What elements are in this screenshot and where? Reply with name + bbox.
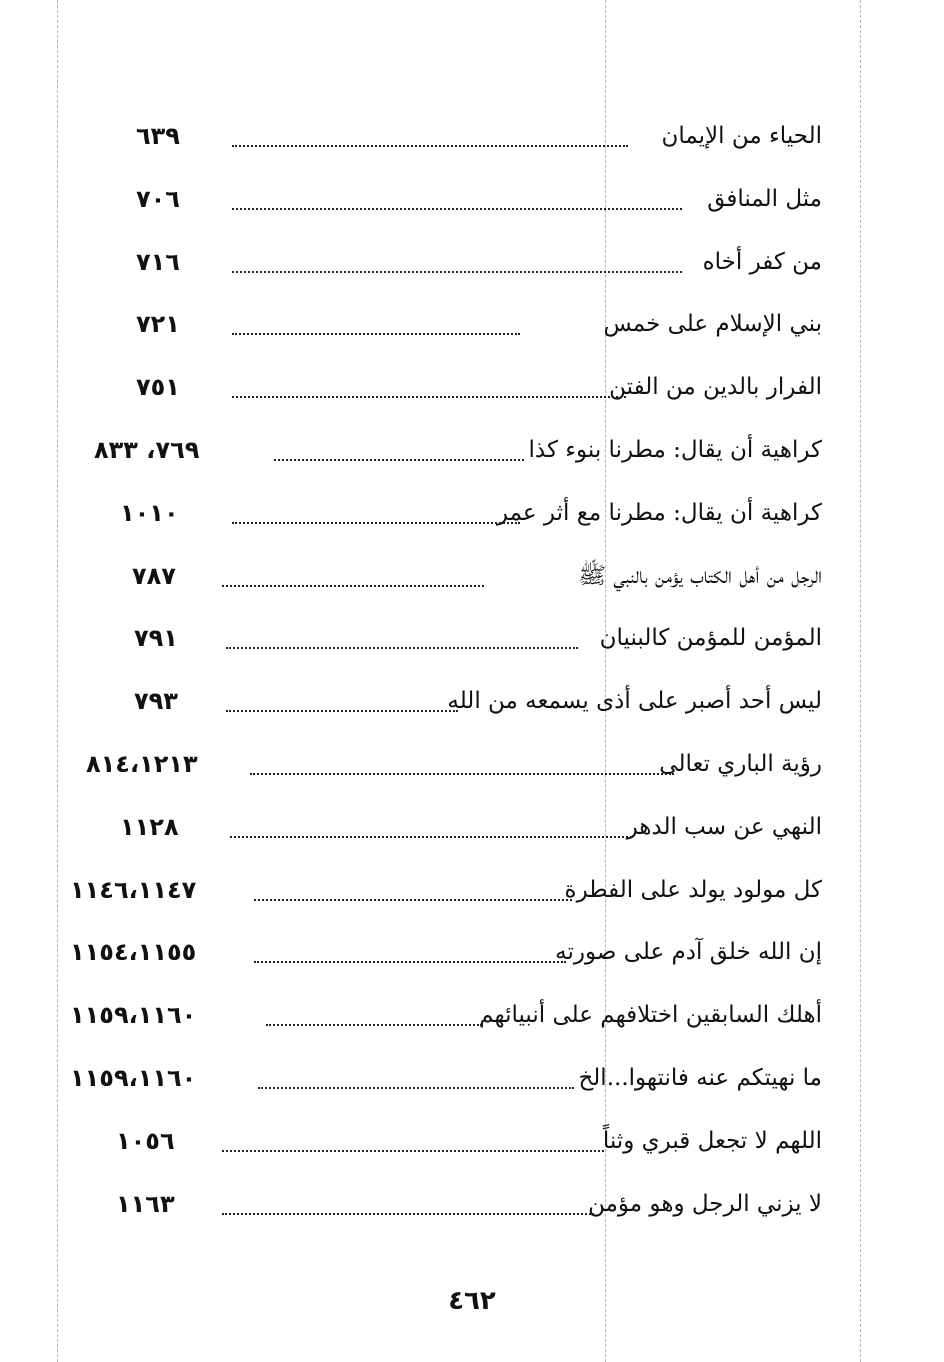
index-entry — [0, 1113, 944, 1176]
index-entry — [0, 987, 944, 1050]
entry-pages: ٨١٤،١٢١٣ — [86, 749, 198, 778]
dot-leader — [222, 585, 484, 587]
entry-pages: ١١٥٤،١١٥٥ — [70, 938, 197, 967]
dot-leader — [232, 333, 520, 335]
index-entry — [0, 108, 944, 171]
entry-title: من كفر أخاه — [702, 248, 822, 275]
entry-title: الفرار بالدين من الفتن — [609, 374, 822, 401]
index-entry — [0, 296, 944, 359]
entry-pages: ٧١٦ — [136, 247, 180, 276]
entry-title: لا يزني الرجل وهو مؤمن — [588, 1190, 822, 1217]
entry-title: كراهية أن يقال: مطرنا مع أثر عمر — [496, 499, 822, 526]
dot-leader — [250, 773, 674, 775]
index-entry — [0, 924, 944, 987]
entry-title: ليس أحد أصبر على أذى يسمعه من الله — [447, 688, 822, 715]
entry-pages: ١١٥٩،١١٦٠ — [70, 1063, 197, 1092]
entry-pages: ١٠٥٦ — [116, 1126, 175, 1155]
entry-title: إن الله خلق آدم على صورته — [555, 939, 822, 966]
index-entry — [0, 1176, 944, 1239]
entry-pages: ١١٢٨ — [120, 812, 179, 841]
index-entry — [0, 359, 944, 422]
dot-leader — [230, 836, 632, 838]
index-entry — [0, 673, 944, 736]
entry-title: ما نهيتكم عنه فانتهوا...الخ — [578, 1064, 822, 1091]
index-entry — [0, 799, 944, 862]
entry-pages: ١١٤٦،١١٤٧ — [70, 875, 197, 904]
entry-title: الحياء من الإيمان — [661, 123, 822, 149]
dot-leader — [254, 899, 572, 901]
index-entry — [0, 485, 944, 548]
entry-title: كراهية أن يقال: مطرنا بنوء كذا — [528, 436, 822, 463]
dot-leader — [232, 208, 682, 210]
entry-title: كل مولود يولد على الفطرة — [564, 876, 822, 903]
entry-title: مثل المنافق — [707, 185, 822, 212]
entry-pages: ٧٦٩، ٨٣٣ — [94, 435, 200, 464]
index-entry — [0, 548, 944, 611]
entry-title: الرجل من أهل الكتاب يؤمن بالنبي ﷺ — [578, 562, 822, 589]
page-number: ٤٦٢ — [448, 1286, 496, 1316]
index-entry — [0, 862, 944, 925]
entry-pages: ٧٢١ — [136, 310, 180, 339]
dot-leader — [254, 961, 566, 963]
entry-title: اللهم لا تجعل قبري وثناً — [602, 1127, 822, 1154]
dot-leader — [274, 459, 524, 461]
entry-pages: ٦٣٩ — [136, 122, 180, 150]
entry-pages: ٧٨٧ — [132, 561, 176, 590]
entry-pages: ٧٩١ — [134, 624, 178, 653]
entry-title: المؤمن للمؤمن كالبنيان — [599, 625, 822, 652]
index-entry — [0, 610, 944, 673]
dot-leader — [232, 396, 626, 398]
entry-pages: ١١٥٩،١١٦٠ — [70, 1001, 197, 1030]
entry-pages: ٧٩٣ — [134, 687, 178, 716]
entry-title: النهي عن سب الدهر — [626, 813, 822, 840]
index-entry — [0, 234, 944, 297]
entry-pages: ١٠١٠ — [120, 498, 179, 527]
entry-title: رؤية الباري تعالى — [659, 750, 822, 777]
index-list — [0, 108, 944, 1238]
index-entry — [0, 422, 944, 485]
dot-leader — [232, 522, 520, 524]
entry-pages: ٧٥١ — [136, 373, 180, 402]
dot-leader — [226, 710, 458, 712]
dot-leader — [232, 145, 628, 147]
entry-title: أهلك السابقين اختلافهم على أنبيائهم — [479, 1002, 822, 1029]
dot-leader — [266, 1024, 482, 1026]
dot-leader — [222, 1150, 604, 1152]
dot-leader — [232, 271, 682, 273]
index-entry — [0, 171, 944, 234]
entry-title: بني الإسلام على خمس — [603, 311, 822, 338]
dot-leader — [226, 647, 578, 649]
entry-pages: ٧٠٦ — [136, 184, 180, 213]
dot-leader — [222, 1213, 594, 1215]
index-entry — [0, 1050, 944, 1113]
entry-pages: ١١٦٣ — [116, 1189, 175, 1218]
dot-leader — [258, 1087, 574, 1089]
index-entry — [0, 736, 944, 799]
